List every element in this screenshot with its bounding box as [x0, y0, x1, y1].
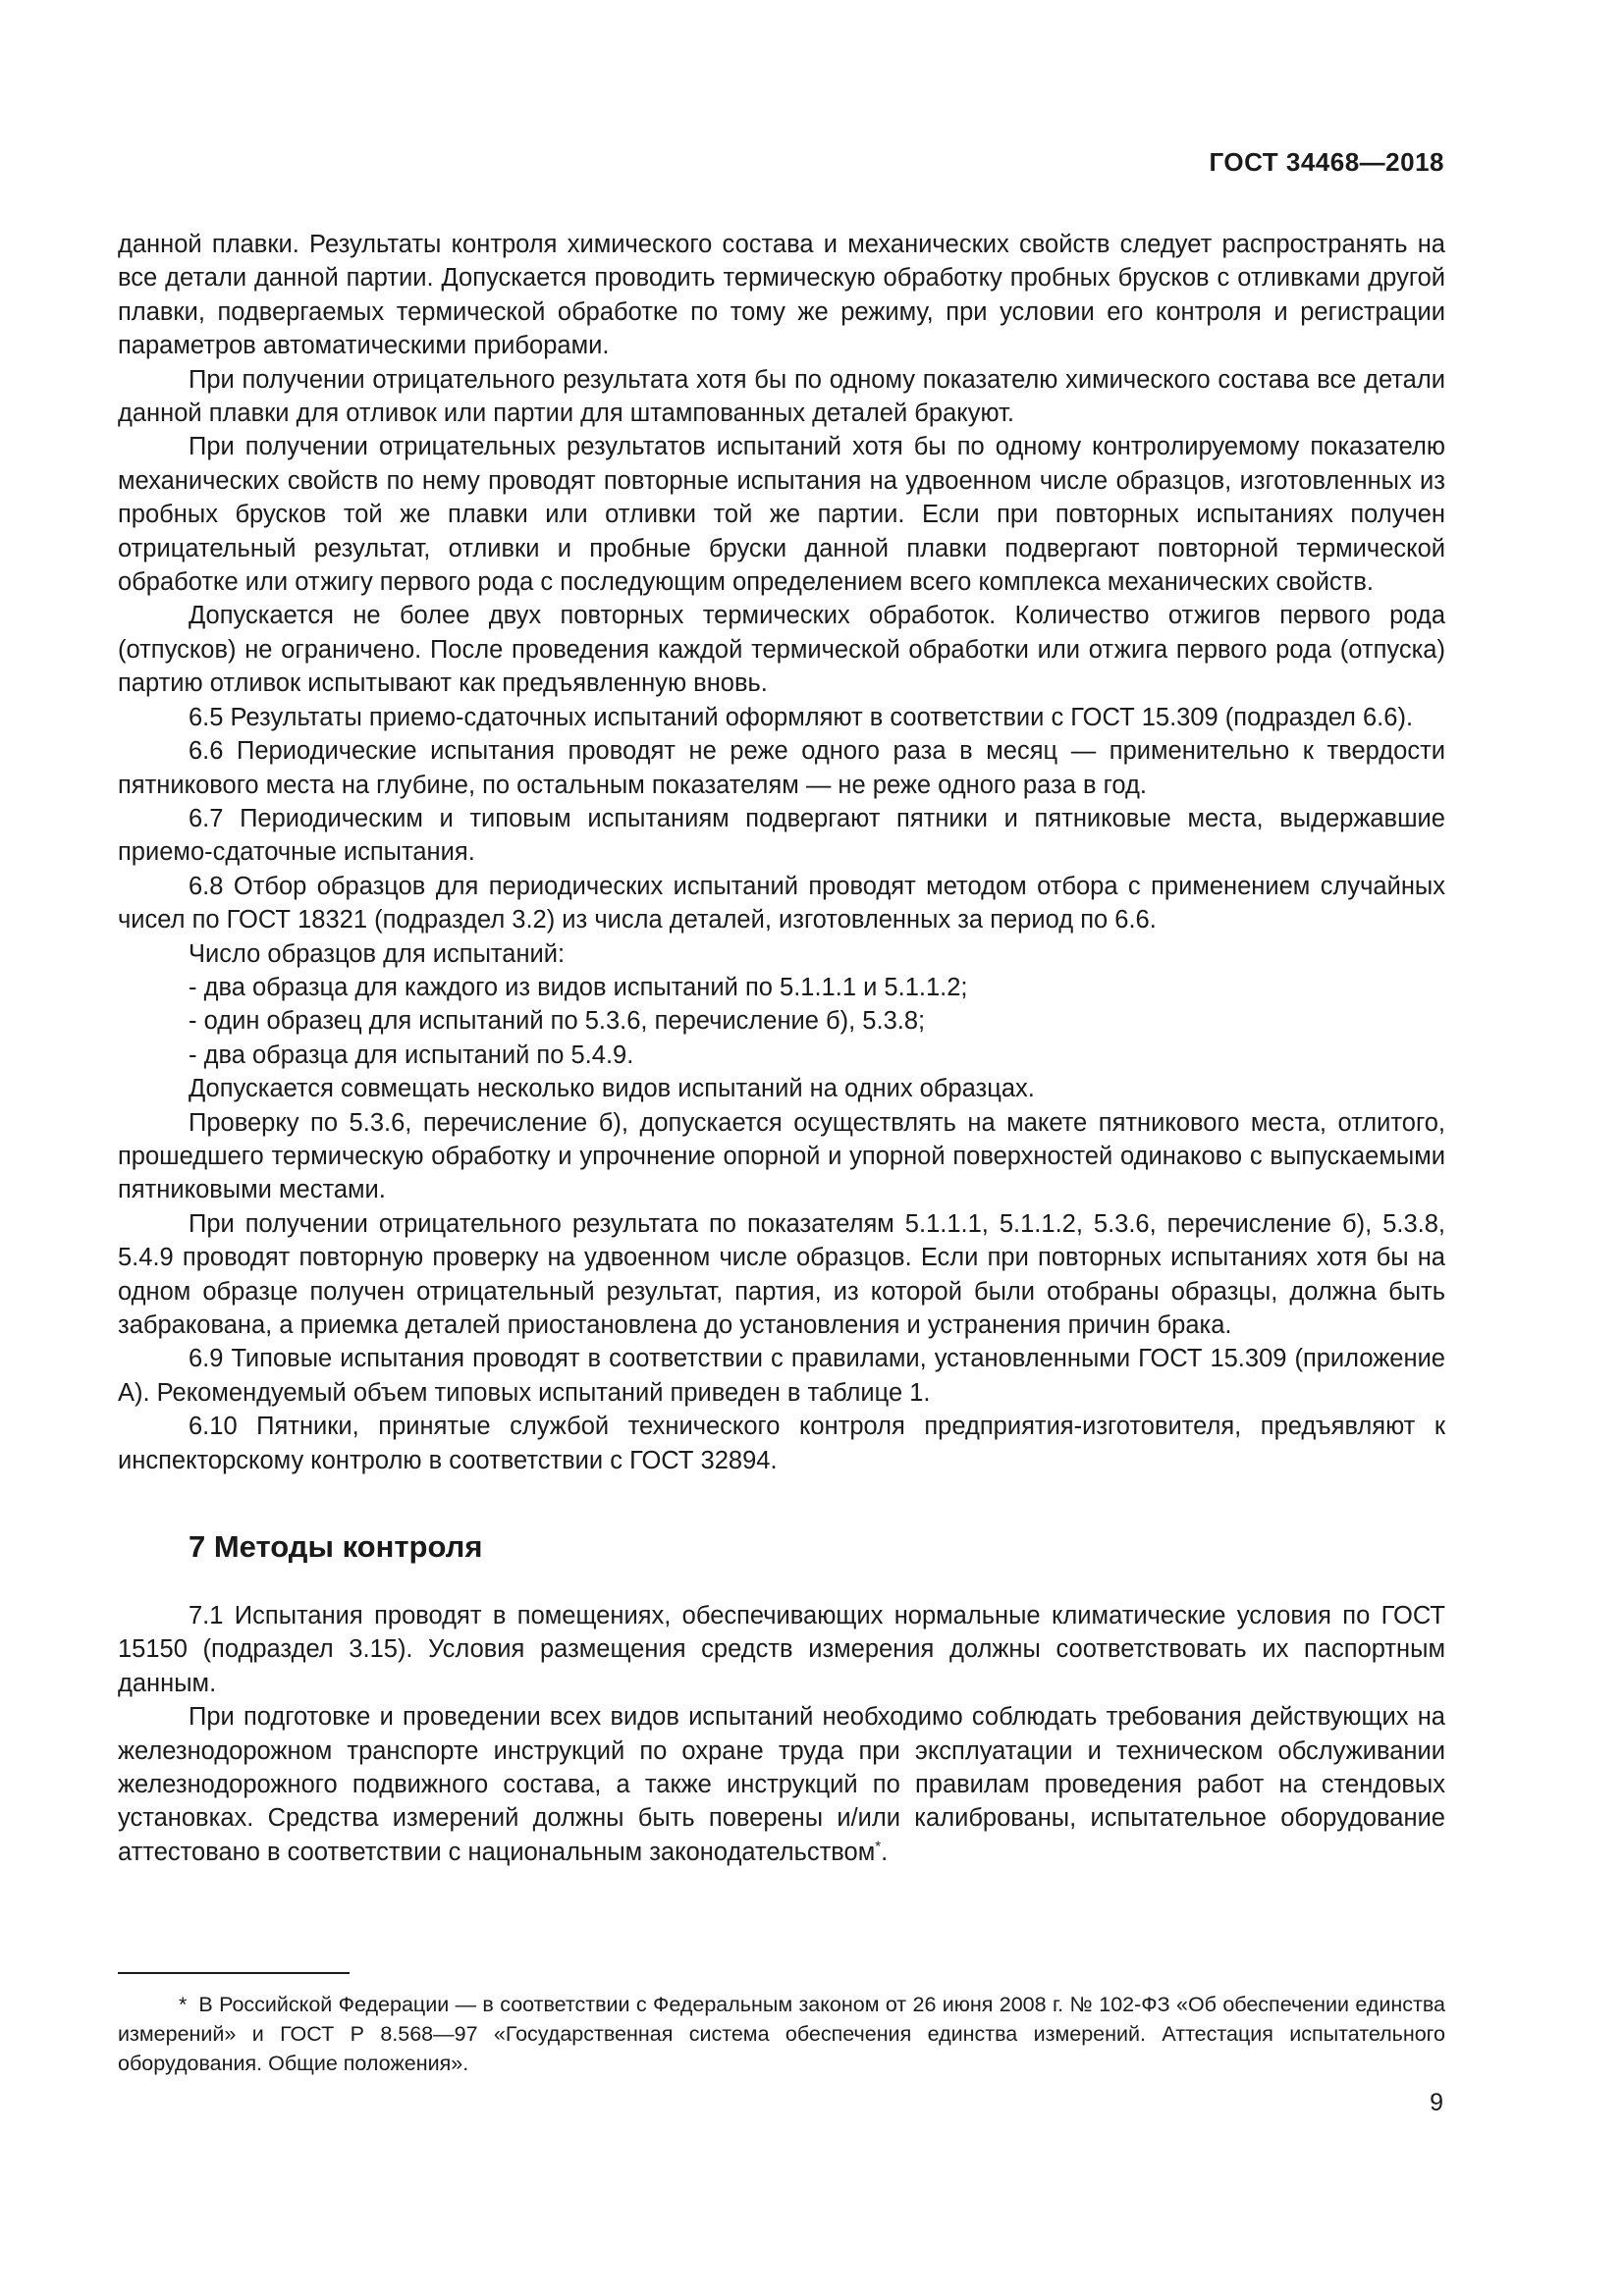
list-item: - два образца для испытаний по 5.4.9. — [189, 1041, 634, 1069]
paragraph: При получении отрицательного результата хотя бы по одному показателю химического состава все детали данной плавки для отливок или партии для штампованных деталей бракуют. — [118, 365, 1445, 428]
paragraph — [118, 1700, 1445, 1869]
footnote-text: В Российской Федерации — в соответствии с Федеральным законом от 26 июня 2008 г. № 102-ФЗ «Об обеспечении единства измерений» и ГОСТ Р 8.568—97 «Государственная система обеспечения единства измерений. Аттестация испытательного оборудования. Общие положения». — [118, 1993, 1445, 2075]
paragraph: Допускается совмещать несколько видов испытаний на одних образцах. — [189, 1075, 1035, 1103]
clause-6-10: 6.10 Пятники, принятые службой технического контроля предприятия-изготовителя, предъявляют к инспекторскому контролю в соответствии с ГОСТ 32894. — [118, 1413, 1445, 1474]
section-heading: 7 Методы контроля — [189, 1529, 483, 1565]
paragraph: Число образцов для испытаний: — [189, 939, 566, 968]
paragraph-end: . — [881, 1838, 889, 1866]
footnote-mark: * — [179, 1993, 188, 2016]
paragraph: Проверку по 5.3.6, перечисление б), допускается осуществлять на макете пятникового места, отлитого, прошедшего термическую обработку и упрочнение опорной и упорной поверхностей одинаково с выпускаемыми пятниковыми местами. — [118, 1108, 1445, 1204]
document-code-header: ГОСТ 34468—2018 — [1209, 147, 1444, 177]
clause-6-8: 6.8 Отбор образцов для периодических испытаний проводят методом отбора с применением случайных чисел по ГОСТ 18321 (подраздел 3.2) из числа деталей, изготовленных за период по 6.6. — [118, 872, 1445, 934]
list-item: - два образца для каждого из видов испытаний по 5.1.1.1 и 5.1.1.2; — [189, 973, 968, 1001]
paragraph: При получении отрицательных результатов испытаний хотя бы по одному контролируемому показателю механических свойств по нему проводят повторные испытания на удвоенном числе образцов, изготовленных из пробных брусков той же плавки или отливки той же партии. Если при повторных испытаниях получен отрицательный результат, отливки и пробные бруски данной плавки подвергают повторной термической обработке или отжигу первого рода с последующим определением всего комплекса механических свойств. — [118, 433, 1445, 597]
clause-6-6: 6.6 Периодические испытания проводят не реже одного раза в месяц — применительно к твердости пятникового места на глубине, по остальным показателям — не реже одного раза в год. — [118, 737, 1445, 799]
paragraph: Допускается не более двух повторных термических обработок. Количество отжигов первого рода (отпусков) не ограничено. После проведения каждой термической обработки или отжига первого рода (отпуска) партию отливок испытывают как предъявленную вновь. — [118, 602, 1445, 698]
clause-6-9: 6.9 Типовые испытания проводят в соответствии с правилами, установленными ГОСТ 15.309 (приложение А). Рекомендуемый объем типовых испытаний приведен в таблице 1. — [118, 1345, 1445, 1407]
footnote — [118, 1990, 1445, 2078]
paragraph-text: При подготовке и проведении всех видов испытаний необходимо соблюдать требования действующих на железнодорожном транспорте инструкций по охране труда при эксплуатации и техническом обслуживании железнодорожного подвижного состава, а также инструкций по правилам проведения работ на стендовых установках. Средства измерений должны быть поверены и/или калиброваны, испытательное оборудование аттестовано в соответствии с национальным законодательством — [118, 1703, 1445, 1866]
paragraph-continuation: данной плавки. Результаты контроля химического состава и механических свойств следует распространять на все детали данной партии. Допускается проводить термическую обработку пробных брусков с отливками другой плавки, подвергаемых термической обработке по тому же режиму, при условии его контроля и регистрации параметров автоматическими приборами. — [118, 231, 1445, 360]
list-item: - один образец для испытаний по 5.3.6, перечисление б), 5.3.8; — [189, 1007, 926, 1036]
paragraph: При получении отрицательного результата по показателям 5.1.1.1, 5.1.1.2, 5.3.6, перечисление б), 5.3.8, 5.4.9 проводят повторную проверку на удвоенном числе образцов. Если при повторных испытаниях хотя бы на одном образце получен отрицательный результат, партия, из которой были отобраны образцы, должна быть забракована, а приемка деталей приостановлена до установления и устранения причин брака. — [118, 1209, 1445, 1339]
document-body — [118, 228, 1445, 1869]
page-number: 9 — [1430, 2089, 1443, 2116]
footnote-reference[interactable]: * — [875, 1838, 882, 1855]
clause-7-1: 7.1 Испытания проводят в помещениях, обеспечивающих нормальные климатические условия по ГОСТ 15150 (подраздел 3.15). Условия размещения средств измерения должны соответствовать их паспортным данным. — [118, 1602, 1445, 1697]
clause-6-5: 6.5 Результаты приемо-сдаточных испытаний оформляют в соответствии с ГОСТ 15.309 (подраздел 6.6). — [189, 703, 1414, 731]
footnote-divider — [118, 1972, 350, 1974]
clause-6-7: 6.7 Периодическим и типовым испытаниям подвергают пятники и пятниковые места, выдержавшие приемо-сдаточные испытания. — [118, 804, 1445, 867]
